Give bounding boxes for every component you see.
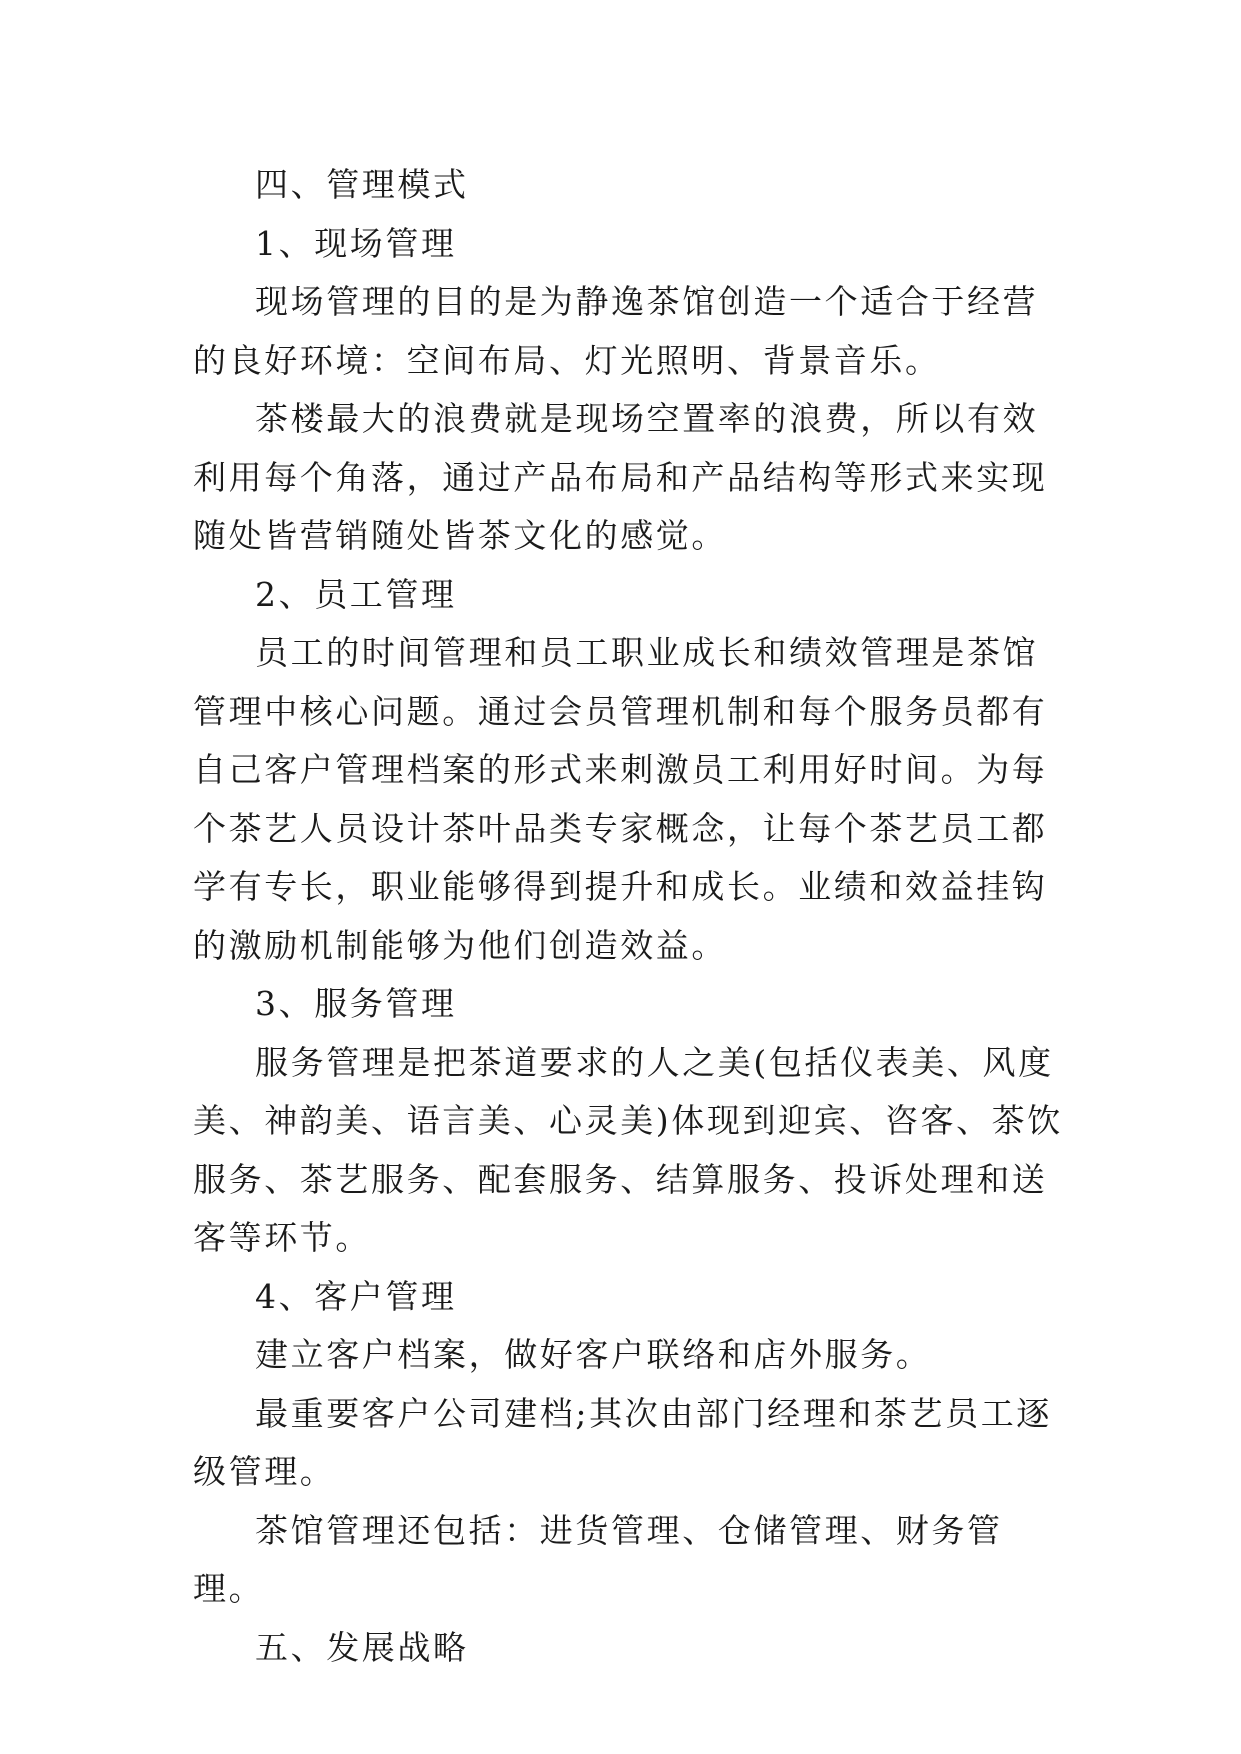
subheading-customer-management: 4、客户管理 (255, 1276, 457, 1316)
subheading-service-management: 3、服务管理 (255, 984, 457, 1023)
document-body (193, 156, 1073, 1677)
paragraph-service-management: 服务管理是把茶道要求的人之美(包括仪表美、风度美、神韵美、语言美、心灵美)体现到迎宾、咨客、茶饮服务、茶艺服务、配套服务、结算服务、投诉处理和送客等环节。 (193, 1042, 1063, 1257)
subheading-site-management: 1、现场管理 (255, 223, 457, 263)
paragraph-space-utilization: 茶楼最大的浪费就是现场空置率的浪费，所以有效利用每个角落，通过产品布局和产品结构等形式来实现随处皆营销随处皆茶文化的感觉。 (193, 399, 1048, 555)
section-heading-development-strategy: 五、发展战略 (255, 1627, 469, 1667)
subheading-staff-management: 2、员工管理 (255, 574, 457, 614)
paragraph-key-customers: 最重要客户公司建档;其次由部门经理和茶艺员工逐级管理。 (193, 1393, 1052, 1491)
section-heading-management-model: 四、管理模式 (255, 165, 469, 204)
paragraph-customer-files: 建立客户档案，做好客户联络和店外服务。 (255, 1335, 932, 1374)
paragraph-staff-management: 员工的时间管理和员工职业成长和绩效管理是茶馆管理中核心问题。通过会员管理机制和每个服务员都有自己客户管理档案的形式来刺激员工利用好时间。为每个茶艺人员设计茶叶品类专家概念，让每个茶艺员工都学有专长，职业能够得到提升和成长。业绩和效益挂钩的激励机制能够为他们创造效益。 (193, 633, 1048, 965)
paragraph-site-management-purpose: 现场管理的目的是为静逸茶馆创造一个适合于经营的良好环境：空间布局、灯光照明、背景音乐。 (193, 282, 1039, 380)
paragraph-other-management: 茶馆管理还包括：进货管理、仓储管理、财务管理。 (193, 1510, 1003, 1608)
